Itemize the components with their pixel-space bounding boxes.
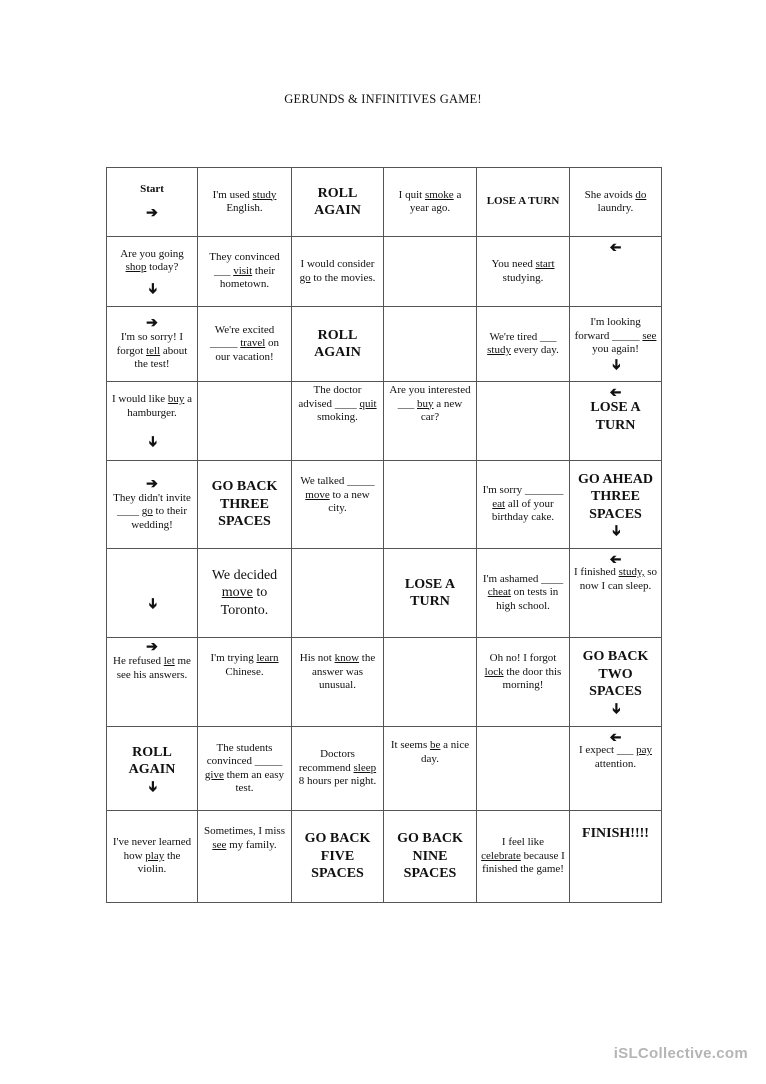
cell: She avoids do laundry. xyxy=(570,168,662,237)
arrow-right-icon: ➔ xyxy=(146,206,158,222)
cell: We're excited _____ travel on our vacation! xyxy=(198,307,292,382)
cell: The doctor advised ____ quit smoking. xyxy=(292,382,384,461)
cell-go-ahead xyxy=(570,461,662,549)
page-title: GERUNDS & INFINITIVES GAME! xyxy=(284,92,482,106)
cell: I'm looking forward _____ see you again! ➔ xyxy=(570,307,662,382)
cell-go-back xyxy=(198,461,292,549)
cell-text: ROLL AGAIN xyxy=(128,744,176,777)
cell: I'm sorry _______ eat all of your birthday cake. xyxy=(477,461,570,549)
arrow-down-icon: ➔ xyxy=(608,358,623,371)
cell-text: Start xyxy=(140,182,164,195)
arrow-left-icon: ➔ xyxy=(609,384,622,399)
cell-empty xyxy=(477,727,570,811)
cell-text: LOSE A TURN xyxy=(404,576,456,609)
board-row xyxy=(107,382,662,461)
cell-empty xyxy=(477,382,570,461)
cell-empty xyxy=(384,461,477,549)
arrow-left-icon: ➔ xyxy=(609,239,622,254)
board-row xyxy=(107,237,662,307)
cell: Doctors recommend sleep 8 hours per night. xyxy=(292,727,384,811)
watermark: iSLCollective.com xyxy=(613,1045,748,1062)
cell-empty xyxy=(384,638,477,727)
cell-lose-turn xyxy=(570,382,662,461)
cell: I feel like celebrate because I finished the game! xyxy=(477,811,570,903)
cell: ➔ He refused let me see his answers. xyxy=(107,638,198,727)
cell-text: LOSE A TURN xyxy=(590,400,641,433)
cell-text: GO AHEAD THREE SPACES xyxy=(577,471,654,522)
cell: ➔ They didn't invite ____ go to their wedding! xyxy=(107,461,198,549)
cell-lose-turn xyxy=(384,549,477,638)
cell-roll-again xyxy=(107,727,198,811)
board-row xyxy=(107,168,662,237)
board-row xyxy=(107,811,662,903)
cell: They convinced ___ visit their hometown. xyxy=(198,237,292,307)
cell: Are you going shop today? ➔ xyxy=(107,237,198,307)
cell: ➔ I finished study, so now I can sleep. xyxy=(570,549,662,638)
cell-text: GO BACK NINE SPACES xyxy=(397,831,463,882)
board-row xyxy=(107,727,662,811)
cell-text: GO BACK FIVE SPACES xyxy=(304,831,371,882)
arrow-down-icon: ➔ xyxy=(144,435,160,448)
cell-text: ROLL AGAIN xyxy=(314,185,361,218)
arrow-right-icon: ➔ xyxy=(146,476,158,492)
cell: Oh no! I forgot lock the door this morning! xyxy=(477,638,570,727)
board-row xyxy=(107,307,662,382)
cell-start xyxy=(107,168,198,237)
board-row xyxy=(107,461,662,549)
cell: I'm used study English. xyxy=(198,168,292,237)
cell-finish xyxy=(570,811,662,903)
cell: His not know the answer was unusual. xyxy=(292,638,384,727)
cell: Sometimes, I miss see my family. xyxy=(198,811,292,903)
cell: You need start studying. xyxy=(477,237,570,307)
cell-empty xyxy=(570,237,662,307)
cell-lose-turn xyxy=(477,168,570,237)
cell: I've never learned how play the violin. xyxy=(107,811,198,903)
cell: I quit smoke a year ago. xyxy=(384,168,477,237)
cell-roll-again xyxy=(292,307,384,382)
arrow-down-icon: ➔ xyxy=(144,282,160,294)
cell-empty xyxy=(384,307,477,382)
cell-text: GO BACK THREE SPACES xyxy=(211,479,278,530)
cell: ➔ I expect ___ pay attention. xyxy=(570,727,662,811)
arrow-down-icon: ➔ xyxy=(144,597,160,609)
cell: Are you interested ___ buy a new car? xyxy=(384,382,477,461)
cell-go-back xyxy=(570,638,662,727)
arrow-left-icon: ➔ xyxy=(609,729,622,744)
cell: I would consider go to the movies. xyxy=(292,237,384,307)
arrow-right-icon: ➔ xyxy=(146,316,158,332)
arrow-down-icon: ➔ xyxy=(608,524,623,537)
cell: It seems be a nice day. xyxy=(384,727,477,811)
board-row xyxy=(107,549,662,638)
cell-text: LOSE A TURN xyxy=(486,195,560,208)
arrow-left-icon: ➔ xyxy=(609,551,622,566)
cell-empty xyxy=(107,549,198,638)
cell: I'm ashamed ____ cheat on tests in high school. xyxy=(477,549,570,638)
arrow-down-icon: ➔ xyxy=(608,702,623,715)
cell: ➔ I'm so sorry! I forgot tell about the test! xyxy=(107,307,198,382)
game-board xyxy=(106,167,662,903)
cell-text: ROLL AGAIN xyxy=(314,327,361,360)
cell-text: GO BACK TWO SPACES xyxy=(582,649,649,700)
cell-empty xyxy=(384,237,477,307)
cell-empty xyxy=(292,549,384,638)
board-row xyxy=(107,638,662,727)
cell: I would like buy a hamburger. ➔ xyxy=(107,382,198,461)
cell-go-back xyxy=(292,811,384,903)
cell: I'm trying learn Chinese. xyxy=(198,638,292,727)
cell-empty xyxy=(198,382,292,461)
cell: We're tired ___ study every day. xyxy=(477,307,570,382)
arrow-down-icon: ➔ xyxy=(144,780,160,792)
arrow-right-icon: ➔ xyxy=(146,640,158,655)
cell: The students convinced _____ give them an easy test. xyxy=(198,727,292,811)
cell-go-back xyxy=(384,811,477,903)
cell-text: FINISH!!!! xyxy=(582,826,649,841)
cell: We decided move to Toronto. xyxy=(198,549,292,638)
cell-roll-again xyxy=(292,168,384,237)
cell: We talked _____ move to a new city. xyxy=(292,461,384,549)
